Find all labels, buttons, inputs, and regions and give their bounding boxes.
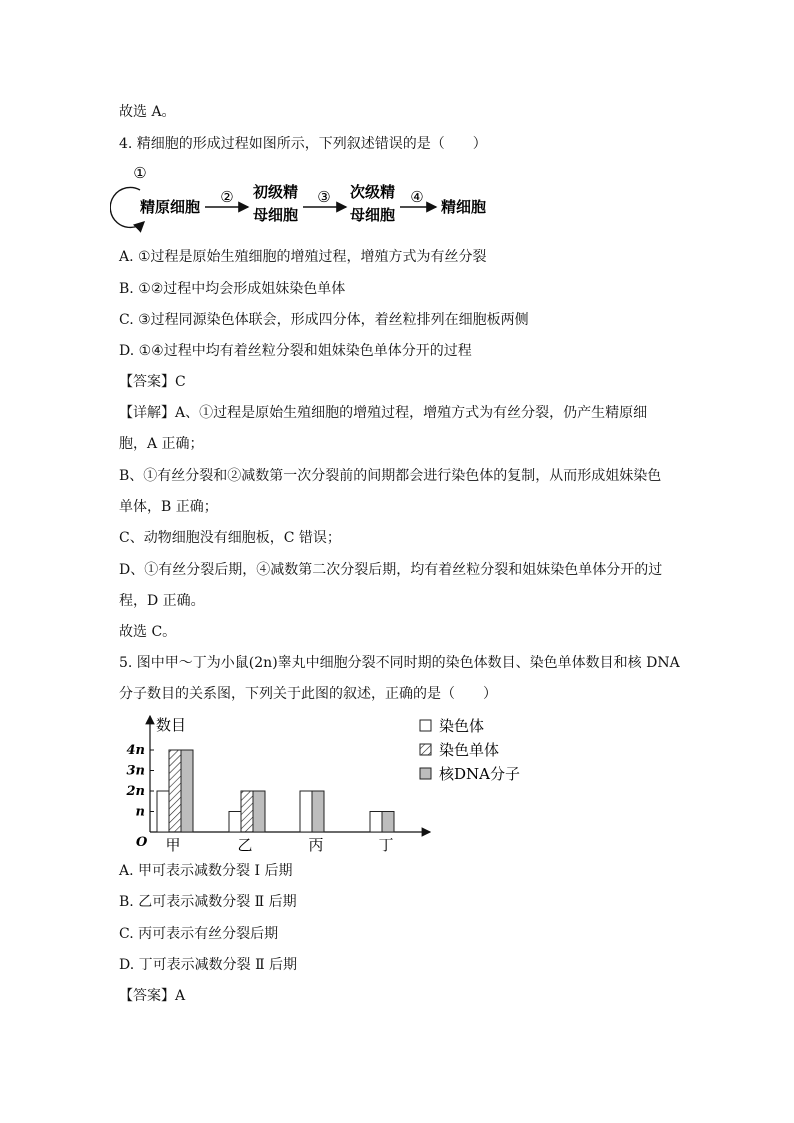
y-tick-label: n [135,804,145,820]
node-spermatogonium: 精原细胞 [140,198,201,216]
bar-1-丙 [300,791,312,832]
y-tick-label: 3n [126,763,145,779]
q4-conclusion: 故选 C。 [119,624,177,640]
bar-2-甲 [169,750,181,832]
legend-label-3: 核DNA分子 [439,765,520,783]
q4-explain-3: B、①有丝分裂和②减数第一次分裂前的间期都会进行染色体的复制，从而形成姐妹染色 [119,468,662,484]
loop-label: ① [133,164,147,182]
q5-bar-chart [110,712,560,857]
q4-explain-6: D、①有丝分裂后期，④减数第二次分裂后期，均有着丝粒分裂和姐妹染色单体分开的过 [119,562,663,578]
x-tick-label: 丙 [308,836,324,854]
bar-3-丙 [312,791,324,832]
y-axis-label: 数目 [156,716,187,734]
q4-process-diagram [110,160,510,235]
legend-label-1: 染色体 [439,717,485,735]
y-tick-label: 4n [126,743,145,758]
node-secondary-line2: 母细胞 [350,206,396,224]
x-tick-label: 丁 [378,836,394,854]
q4-option-a: A. ①过程是原始生殖细胞的增殖过程，增殖方式为有丝分裂 [119,249,487,265]
bar-1-乙 [229,812,241,833]
arrow-4-label: ④ [410,188,424,206]
q4-answer: 【答案】C [119,374,186,390]
q4-explain-5: C、动物细胞没有细胞板，C 错误； [119,530,341,546]
arrow-2-label: ② [220,188,234,206]
loop-arrow [110,187,144,227]
bar-1-丁 [370,812,382,833]
node-primary-line1: 初级精 [253,183,299,201]
q4-option-b: B. ①②过程中均会形成姐妹染色单体 [119,281,346,297]
q5-stem-line1: 5. 图中甲～丁为小鼠(2n)睾丸中细胞分裂不同时期的染色体数目、染色单体数目和核 DNA [119,655,680,671]
legend-swatch-2 [420,744,431,755]
q3-conclusion: 故选 A。 [119,104,176,120]
q5-option-c: C. 丙可表示有丝分裂后期 [119,926,279,942]
node-primary-line2: 母细胞 [253,206,299,224]
q4-explain-4: 单体，B 正确； [119,499,218,515]
q4-option-d: D. ①④过程中均有着丝粒分裂和姐妹染色单体分开的过程 [119,343,472,359]
legend-label-2: 染色单体 [439,741,500,759]
node-secondary-line1: 次级精 [350,183,396,201]
bar-3-乙 [253,791,265,832]
node-sperm-cell: 精细胞 [441,198,487,216]
q5-option-b: B. 乙可表示减数分裂 Ⅱ 后期 [119,894,297,910]
bar-3-丁 [382,812,394,833]
legend-swatch-3 [420,768,431,779]
legend-swatch-1 [420,720,431,731]
origin-label: O [136,835,148,850]
x-tick-label: 甲 [165,836,181,854]
arrow-3-label: ③ [317,188,331,206]
q5-stem-line2: 分子数目的关系图，下列关于此图的叙述，正确的是（ ） [119,686,497,702]
q4-option-c: C. ③过程同源染色体联会，形成四分体，着丝粒排列在细胞板两侧 [119,312,529,328]
y-tick-label: 2n [126,784,145,799]
q4-explain-1: 【详解】A、①过程是原始生殖细胞的增殖过程，增殖方式为有丝分裂，仍产生精原细 [119,405,648,421]
bar-3-甲 [181,750,193,832]
q4-stem: 4. 精细胞的形成过程如图所示，下列叙述错误的是（ ） [119,136,487,152]
bar-1-甲 [157,791,169,832]
x-tick-label: 乙 [237,836,253,854]
q5-option-d: D. 丁可表示减数分裂 Ⅱ 后期 [119,957,298,973]
bar-2-乙 [241,791,253,832]
q4-explain-7: 程，D 正确。 [119,593,205,609]
q5-answer: 【答案】A [119,988,186,1004]
q4-explain-2: 胞，A 正确； [119,436,204,452]
q5-option-a: A. 甲可表示减数分裂 Ⅰ 后期 [119,863,293,879]
